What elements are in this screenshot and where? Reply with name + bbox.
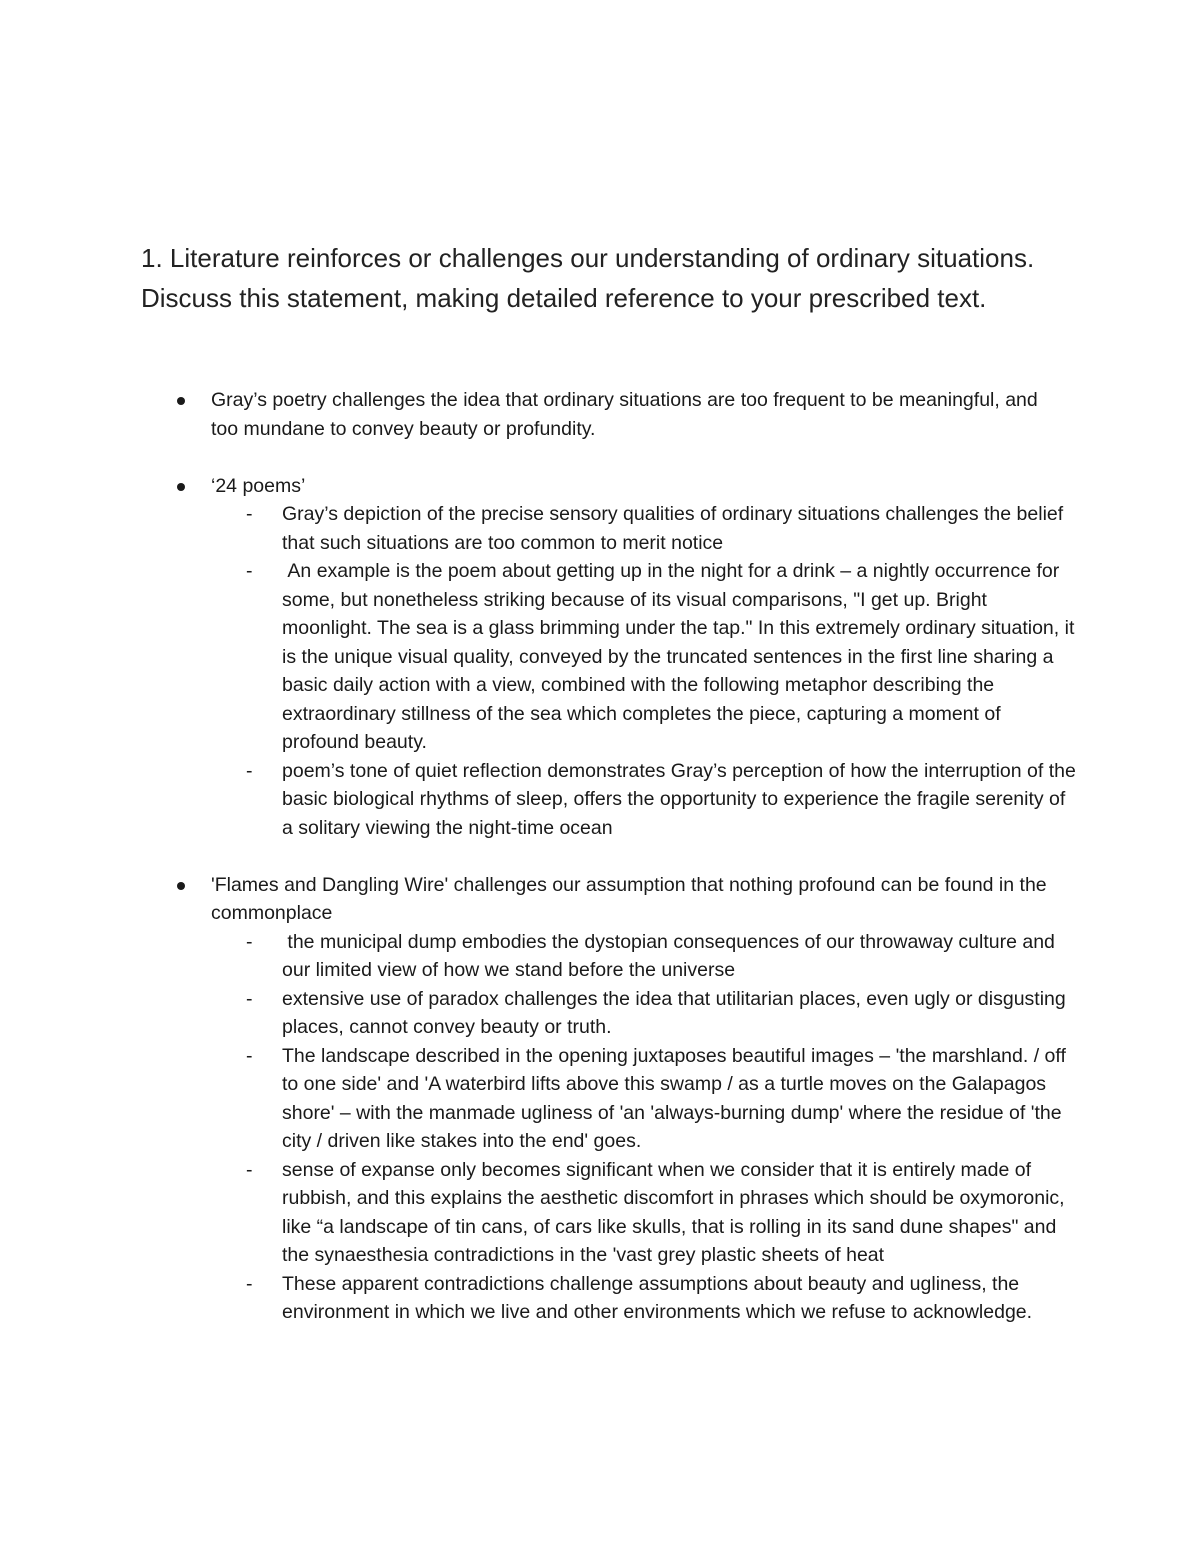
sub-item-text: The landscape described in the opening juxtaposes beautiful images – 'the marshland. / off to one side' and 'A waterbird lifts above this swamp / as a turtle moves on the Galapagos shore' – with the manmade ugliness of 'an 'always-burning dump' where the residue of 'the city / driven like stakes into the end' goes.: [282, 1044, 1066, 1152]
sub-item: [0, 557, 1200, 757]
sub-item-text: poem’s tone of quiet reflection demonstrates Gray’s perception of how the interruption of the basic biological rhythms of sleep, offers the opportunity to experience the fragile serenity of a solitary viewing the night-time ocean: [282, 759, 1076, 839]
bullet-text: Gray’s poetry challenges the idea that ordinary situations are too frequent to be meaningful, and too mundane to convey beauty or profundity.: [211, 389, 1038, 440]
sub-item: [0, 500, 1200, 557]
spacer: [0, 443, 1200, 472]
bullet-item-3: [0, 871, 1200, 928]
sub-item-text: Gray’s depiction of the precise sensory qualities of ordinary situations challenges the belief that such situations are too common to merit notice: [282, 503, 1064, 554]
dash-icon: -: [246, 560, 253, 582]
dash-icon: -: [246, 503, 253, 525]
dash-icon: -: [246, 930, 253, 953]
bullet-list: [0, 386, 1200, 1327]
sub-item: [0, 1270, 1200, 1327]
sub-item: [0, 1156, 1200, 1270]
question-heading: 1. Literature reinforces or challenges our understanding of ordinary situations. Discuss this statement, making detailed reference to your prescribed text.: [141, 243, 1035, 313]
bullet-text: ‘24 poems’: [211, 474, 306, 497]
bullet-item-1: [0, 386, 1200, 443]
dash-icon: -: [246, 1158, 253, 1181]
sub-item-text: These apparent contradictions challenge assumptions about beauty and ugliness, the environment in which we live and other environments which we refuse to acknowledge.: [282, 1272, 1033, 1323]
dash-icon: -: [246, 1272, 253, 1295]
dash-icon: -: [246, 759, 253, 782]
bullet-text: 'Flames and Dangling Wire' challenges our assumption that nothing profound can be found in the commonplace: [211, 873, 1047, 924]
bullet-item-2: [0, 472, 1200, 501]
dash-icon: -: [246, 987, 253, 1010]
bullet-dot-icon: [177, 882, 185, 890]
sub-item: [0, 757, 1200, 843]
sub-item-text: the municipal dump embodies the dystopian consequences of our throwaway culture and our limited view of how we stand before the universe: [282, 930, 1061, 981]
bullet-dot-icon: [177, 397, 185, 405]
bullet-dot-icon: [177, 483, 185, 491]
spacer: [0, 842, 1200, 871]
sub-item: [0, 928, 1200, 985]
sub-item-text: sense of expanse only becomes significant when we consider that it is entirely made of rubbish, and this explains the aesthetic discomfort in phrases which should be oxymoronic, like “a landscape of tin cans, of cars like skulls, that is rolling in its sand dune shapes" and the synaesthesia contradictions in the 'vast grey plastic sheets of heat: [282, 1158, 1065, 1266]
dash-icon: -: [246, 1044, 253, 1067]
sub-item: [0, 1042, 1200, 1156]
sub-item-text: extensive use of paradox challenges the idea that utilitarian places, even ugly or disgusting places, cannot convey beauty or truth.: [282, 987, 1066, 1038]
sub-item-text: An example is the poem about getting up in the night for a drink – a nightly occurrence for some, but nonetheless striking because of its visual comparisons, "I get up. Bright moonlight. The sea is a glass brimming under the tap." In this extremely ordinary situation, it is the unique visual quality, conveyed by the truncated sentences in the first line sharing a basic daily action with a view, combined with the following metaphor describing the extraordinary stillness of the sea which completes the piece, capturing a moment of profound beauty.: [282, 560, 1080, 753]
sub-item: [0, 985, 1200, 1042]
